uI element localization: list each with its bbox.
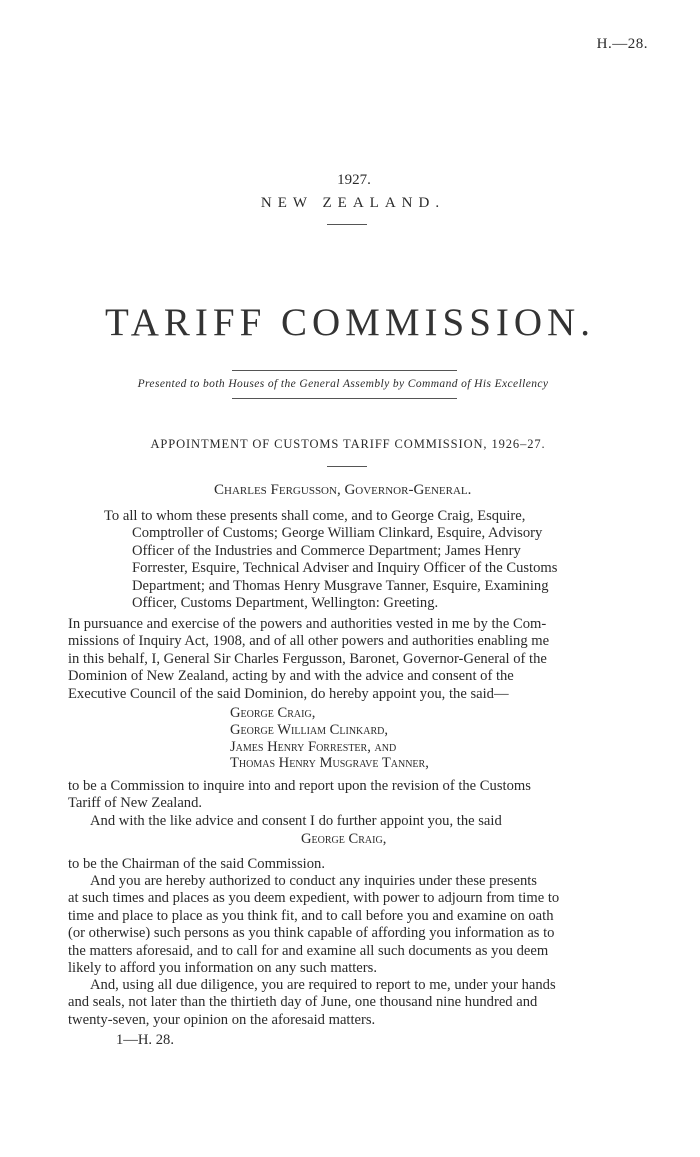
pursuance-line: missions of Inquiry Act, 1908, and of all other powers and authorities enabling me [68,633,550,650]
pursuance-line: Dominion of New Zealand, acting by and with the advice and consent of the [68,668,514,685]
appointee-name: George Craig, [230,705,316,721]
report-line: twenty-seven, your opinion on the aforesaid matters. [68,1011,376,1028]
address-line: Department; and Thomas Henry Musgrave Tanner, Esquire, Examining [132,577,549,594]
appointee-name: James Henry Forrester, and [230,738,397,755]
country: NEW ZEALAND. [260,195,446,211]
heading-rule [327,466,367,467]
appointee-name: Thomas Henry Musgrave Tanner, [230,755,429,772]
appointment-heading: APPOINTMENT OF CUSTOMS TARIFF COMMISSION, 1926–27. [150,437,546,451]
appointee-list [230,705,429,772]
address-line: Officer of the Industries and Commerce Department; James Henry [132,542,521,559]
presented-rule-bottom [232,398,457,399]
purpose-paragraph [68,778,644,813]
pursuance-line: In pursuance and exercise of the powers and authorities vested in me by the Com- [68,616,547,632]
address-line: To all to whom these presents shall come, and to George Craig, Esquire, [104,508,526,524]
authority-paragraph [68,873,644,977]
governor-signature: Charles Fergusson, Governor-General. [214,482,472,498]
report-paragraph [68,977,644,1029]
address-paragraph [104,508,644,612]
address-line: Comptroller of Customs; George William Clinkard, Esquire, Advisory [132,525,543,542]
authority-line: the matters aforesaid, and to call for and examine all such documents as you deem [68,942,549,959]
purpose-line: to be a Commission to inquire into and report upon the revision of the Customs [68,778,531,794]
address-line: Officer, Customs Department, Wellington: Greeting. [132,595,439,612]
page-reference: H.—28. [596,36,648,52]
chairman-intro: And with the like advice and consent I do further appoint you, the said [90,813,502,829]
purpose-line: Tariff of New Zealand. [68,795,203,812]
year: 1927. [337,172,371,188]
pursuance-line: Executive Council of the said Dominion, do hereby appoint you, the said— [68,685,509,702]
pursuance-line: in this behalf, I, General Sir Charles Fergusson, Baronet, Governor-General of the [68,650,547,667]
presented-line: Presented to both Houses of the General Assembly by Command of His Excellency [137,378,549,390]
authority-line: likely to afford you information on any such matters. [68,960,377,977]
authority-line: (or otherwise) such persons as you think capable of affording you information as to [68,925,555,942]
report-line: And, using all due diligence, you are required to report to me, under your hands [90,977,556,993]
signature-mark: 1—H. 28. [116,1032,174,1048]
authority-line: time and place to place as you think fit, and to call before you and examine on oath [68,907,554,924]
chairman-role: to be the Chairman of the said Commission. [68,856,325,872]
authority-line: And you are hereby authorized to conduct any inquiries under these presents [90,873,537,889]
pursuance-paragraph [68,616,644,703]
report-line: and seals, not later than the thirtieth day of June, one thousand nine hundred and [68,994,538,1011]
document-title: TARIFF COMMISSION. [105,301,595,344]
authority-line: at such times and places as you deem expedient, with power to adjourn from time to [68,890,560,907]
title-rule-short [327,224,367,225]
presented-rule-top [232,370,457,371]
address-line: Forrester, Esquire, Technical Adviser and Inquiry Officer of the Customs [132,560,558,577]
appointee-name: George William Clinkard, [230,721,389,738]
chairman-name: George Craig, [301,831,387,847]
